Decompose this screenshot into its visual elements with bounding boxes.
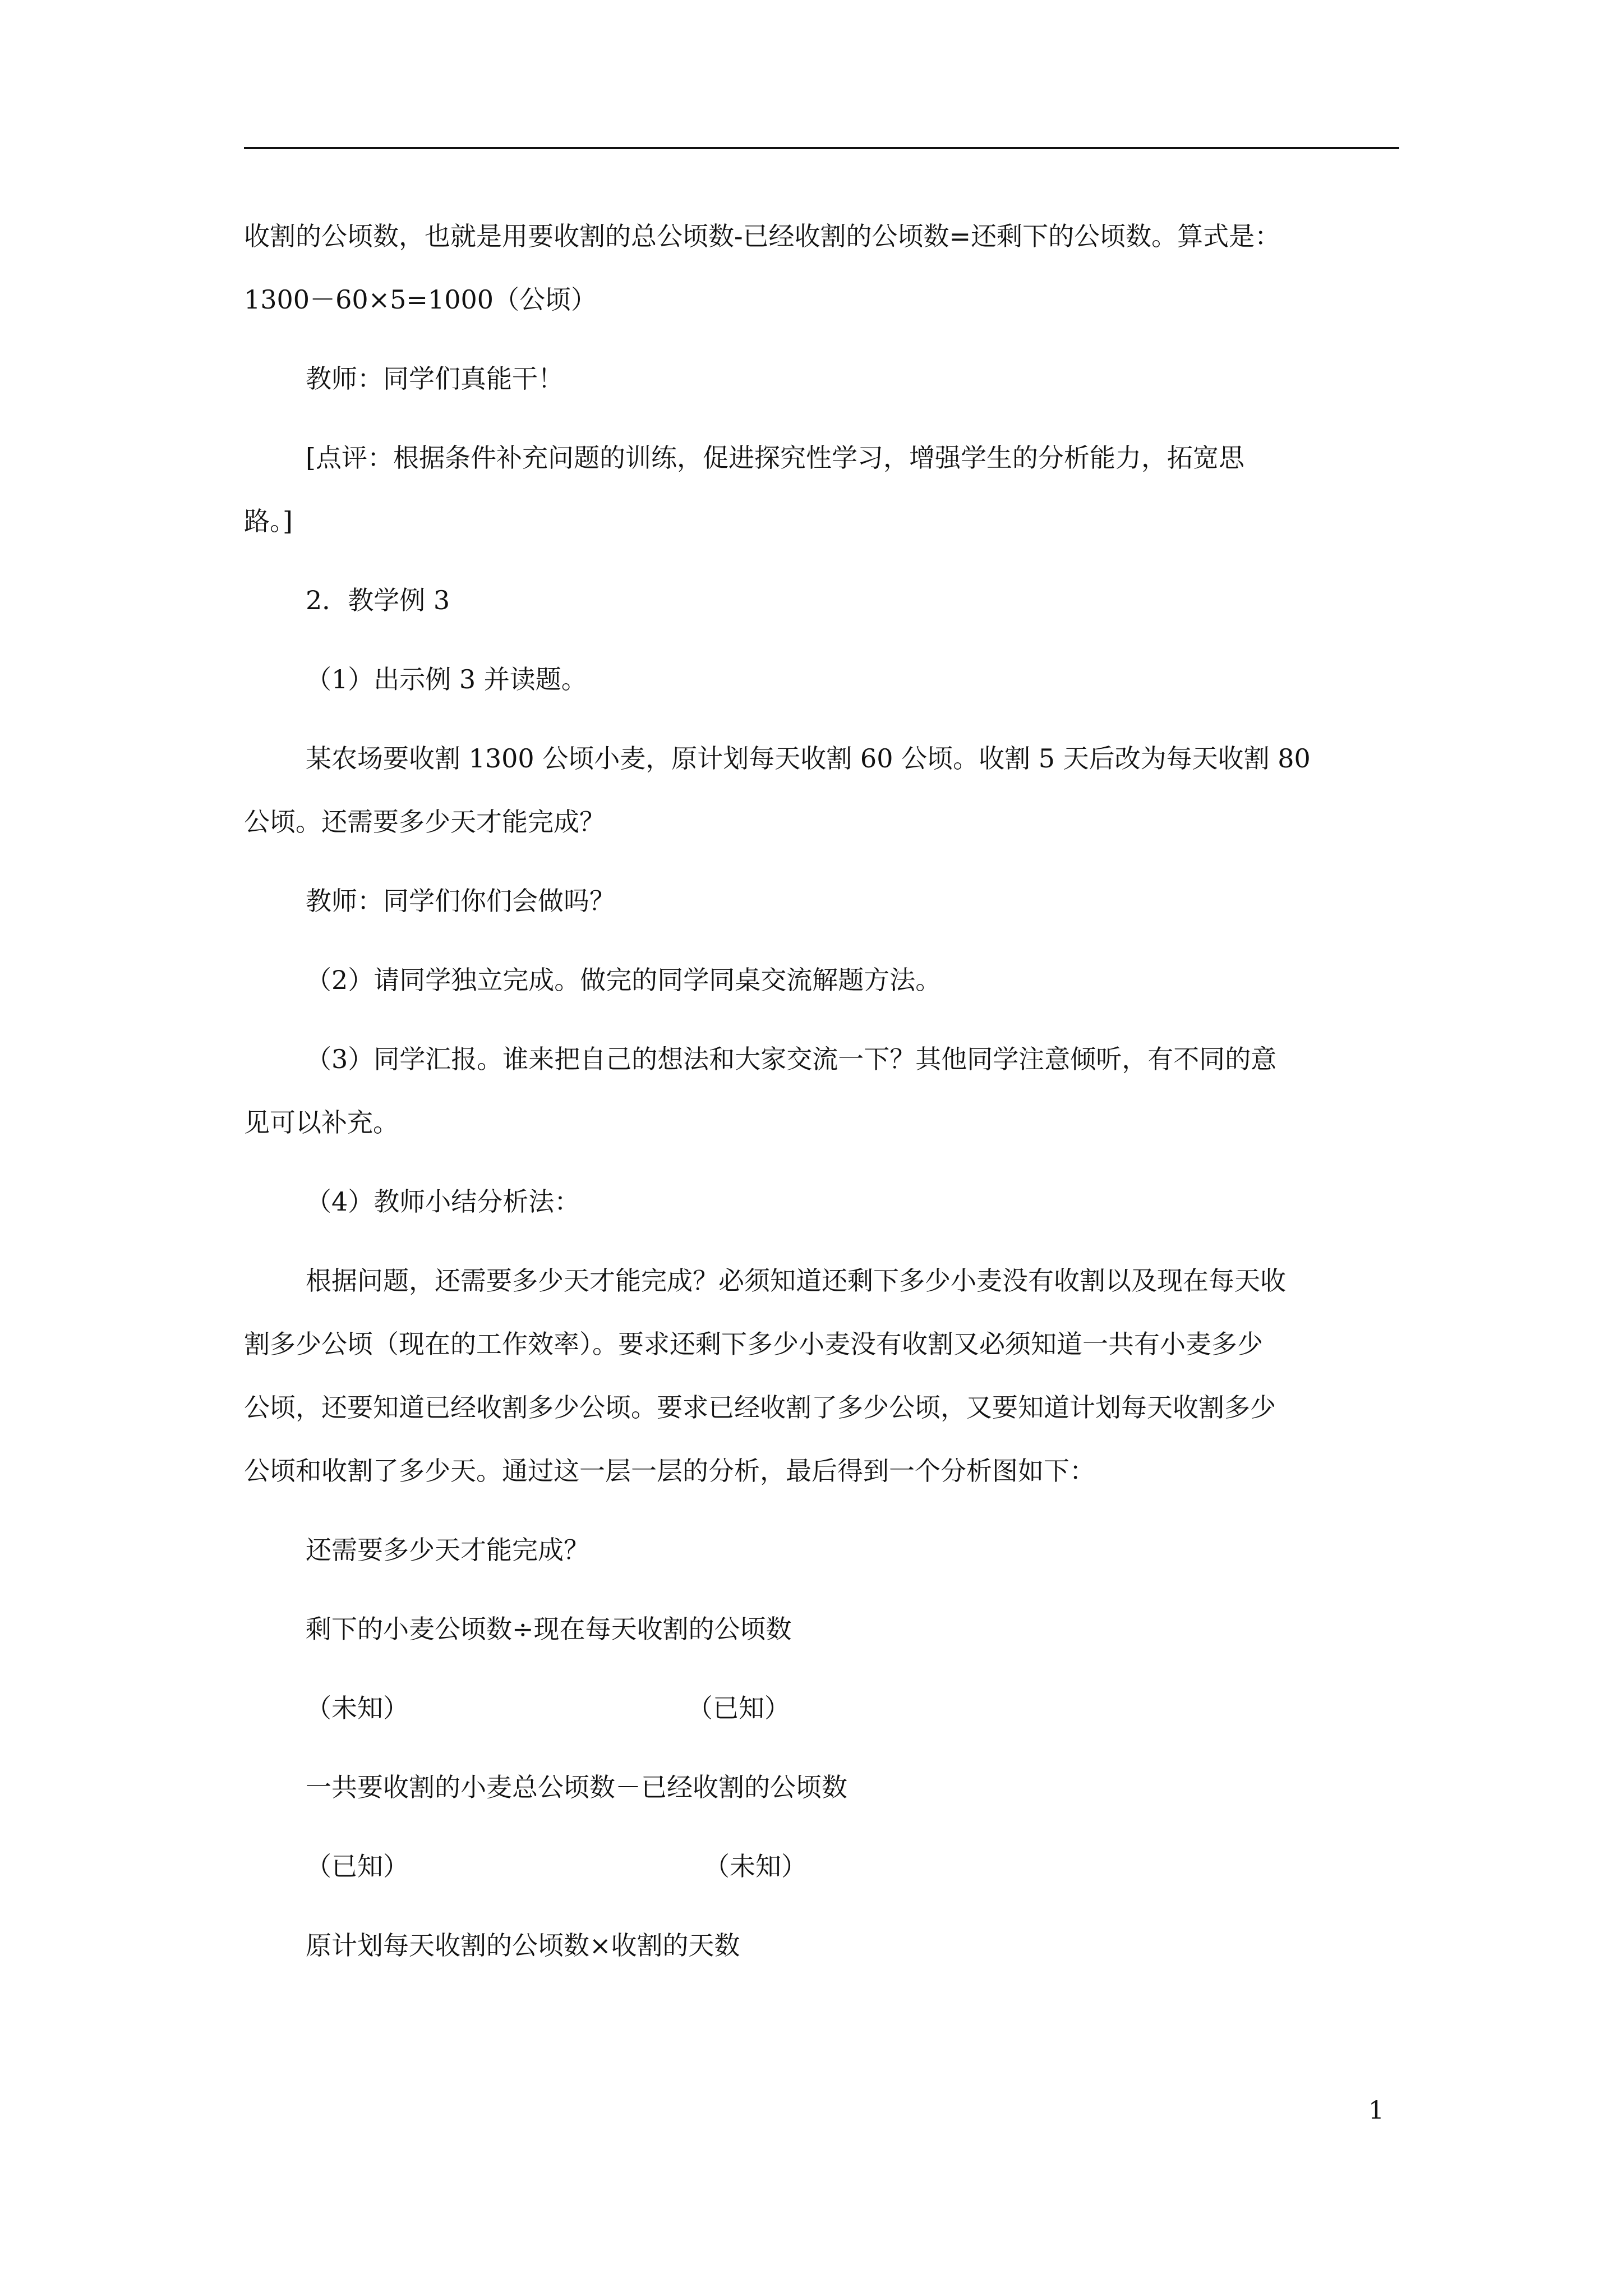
section-heading-example-3: 2．教学例 3 [306, 585, 450, 615]
paragraph-problem-statement [244, 727, 1399, 854]
analysis-question: 还需要多少天才能完成？ [306, 1535, 589, 1565]
step-2: （2）请同学独立完成。做完的同学同桌交流解题方法。 [306, 965, 942, 995]
page-number: 1 [1368, 2096, 1384, 2125]
page-body [244, 205, 1399, 1977]
status-known-label: （已知） [306, 1851, 409, 1881]
paragraph-analysis [244, 1249, 1399, 1503]
status-unknown-label: （未知） [704, 1851, 807, 1881]
analysis-step-3: 原计划每天收割的公顷数×收割的天数 [306, 1930, 740, 1961]
paragraph-teacher-praise: 教师：同学们真能干！ [306, 364, 564, 394]
paragraph-line: 见可以补充。 [244, 1107, 399, 1138]
paragraph-comment [244, 426, 1399, 553]
paragraph-line: 路。] [244, 506, 293, 536]
analysis-step-2: 一共要收割的小麦总公顷数－已经收割的公顷数 [306, 1772, 847, 1802]
status-unknown-label: （未知） [306, 1693, 409, 1723]
status-known-label: （已知） [687, 1693, 790, 1723]
paragraph-line: 收割的公顷数，也就是用要收割的总公顷数-已经收割的公顷数=还剩下的公顷数。算式是： [244, 221, 1281, 251]
step-3 [244, 1028, 1399, 1154]
paragraph-line: 公顷，还要知道已经收割多少公顷。要求已经收割了多少公顷，又要知道计划每天收割多少 [244, 1392, 1276, 1423]
paragraph-line: [点评：根据条件补充问题的训练，促进探究性学习，增强学生的分析能力，拓宽思 [306, 443, 1244, 473]
step-4: （4）教师小结分析法： [306, 1186, 580, 1217]
paragraph-line: 根据问题，还需要多少天才能完成？必须知道还剩下多少小麦没有收割以及现在每天收 [306, 1266, 1286, 1296]
paragraph-line: 公顷。还需要多少天才能完成？ [244, 807, 605, 837]
paragraph-line: （3）同学汇报。谁来把自己的想法和大家交流一下？其他同学注意倾听，有不同的意 [306, 1044, 1277, 1074]
formula-line: 1300－60×5=1000（公顷） [244, 284, 597, 315]
paragraph-line: 公顷和收割了多少天。通过这一层一层的分析，最后得到一个分析图如下： [244, 1456, 1095, 1486]
paragraph-line: 某农场要收割 1300 公顷小麦，原计划每天收割 60 公顷。收割 5 天后改为每天收割 80 [306, 743, 1311, 774]
step-1: （1）出示例 3 并读题。 [306, 664, 587, 694]
paragraph-line: 割多少公顷（现在的工作效率）。要求还剩下多少小麦没有收割又必须知道一共有小麦多少 [244, 1329, 1263, 1359]
paragraph-teacher-question: 教师：同学们你们会做吗？ [306, 886, 615, 916]
paragraph-calculation [244, 205, 1399, 332]
analysis-step-1: 剩下的小麦公顷数÷现在每天收割的公顷数 [306, 1614, 792, 1644]
analysis-status-row-1 [244, 1677, 1399, 1740]
header-rule [244, 147, 1399, 149]
analysis-status-row-2 [244, 1835, 1399, 1898]
